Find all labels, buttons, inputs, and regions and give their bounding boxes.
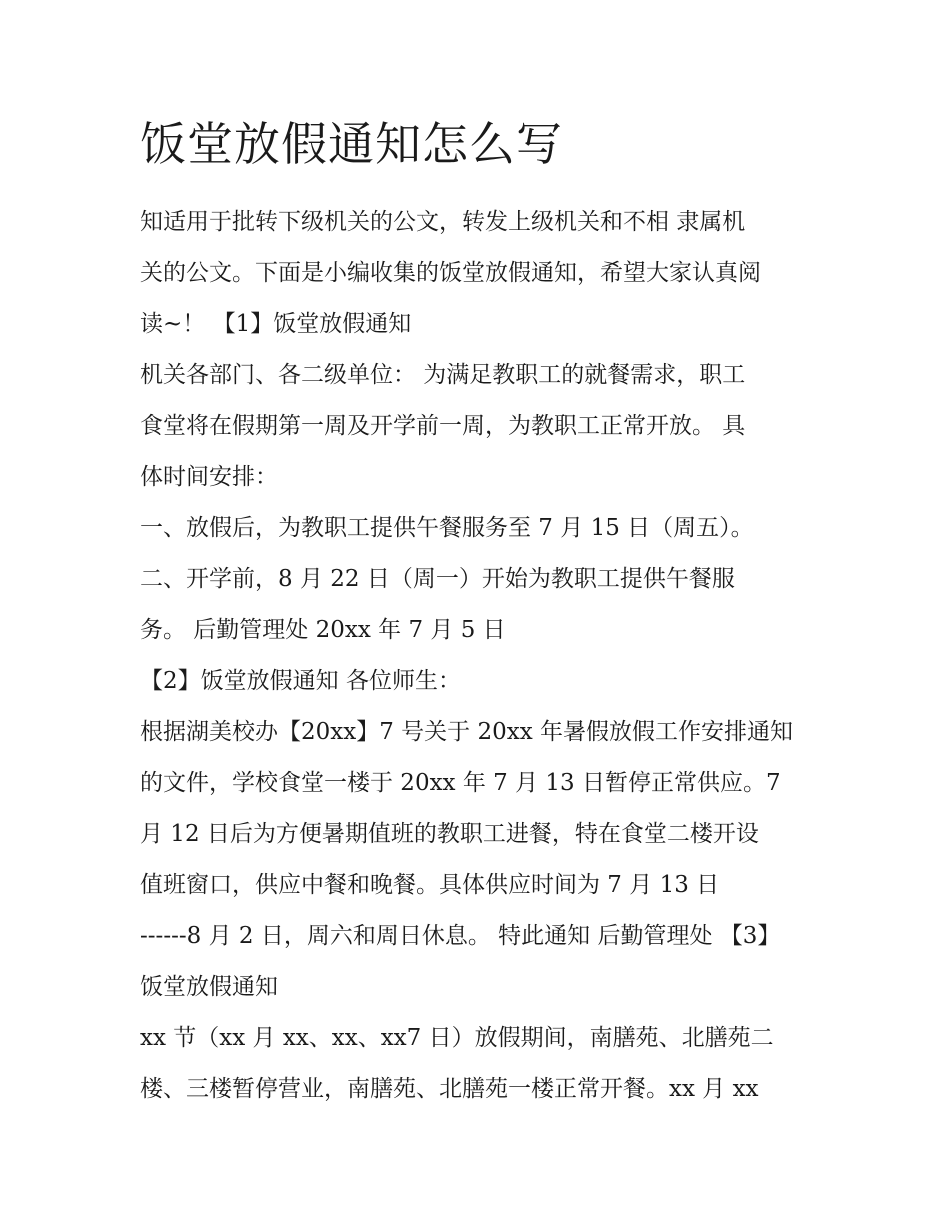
body-line: 机关各部门、各二级单位： 为满足教职工的就餐需求，职工 (140, 362, 746, 388)
body-line: xx 节（xx 月 xx、xx、xx7 日）放假期间，南膳苑、北膳苑二 (140, 1025, 774, 1051)
body-line: ------8 月 2 日，周六和周日休息。 特此通知 后勤管理处 【3】 (140, 923, 781, 949)
body-line: 知适用于批转下级机关的公文，转发上级机关和不相 隶属机 (140, 209, 746, 235)
body-line: 值班窗口，供应中餐和晚餐。具体供应时间为 7 月 13 日 (140, 872, 720, 898)
body-line: 月 12 日后为方便暑期值班的教职工进餐，特在食堂二楼开设 (140, 821, 759, 847)
body-line: 【2】饭堂放假通知 各位师生： (140, 668, 461, 694)
body-line: 二、开学前，8 月 22 日（周一）开始为教职工提供午餐服 (140, 566, 735, 592)
body-line: 楼、三楼暂停营业，南膳苑、北膳苑一楼正常开餐。xx 月 xx (140, 1076, 759, 1102)
body-line: 务。 后勤管理处 20xx 年 7 月 5 日 (140, 617, 506, 643)
body-line: 饭堂放假通知 (140, 974, 278, 1000)
body-line: 食堂将在假期第一周及开学前一周，为教职工正常开放。 具 (140, 413, 746, 439)
body-line: 根据湖美校办【20xx】7 号关于 20xx 年暑假放假工作安排通知 (140, 719, 793, 745)
body-line: 体时间安排： (140, 464, 278, 490)
body-line: 一、放假后，为教职工提供午餐服务至 7 月 15 日（周五）。 (140, 515, 754, 541)
body-line: 关的公文。下面是小编收集的饭堂放假通知，希望大家认真阅 (140, 260, 761, 286)
document-title: 饭堂放假通知怎么写 (140, 117, 563, 171)
body-line: 的文件，学校食堂一楼于 20xx 年 7 月 13 日暂停正常供应。7 (140, 770, 781, 796)
body-line: 读~！ 【1】饭堂放假通知 (140, 311, 412, 337)
